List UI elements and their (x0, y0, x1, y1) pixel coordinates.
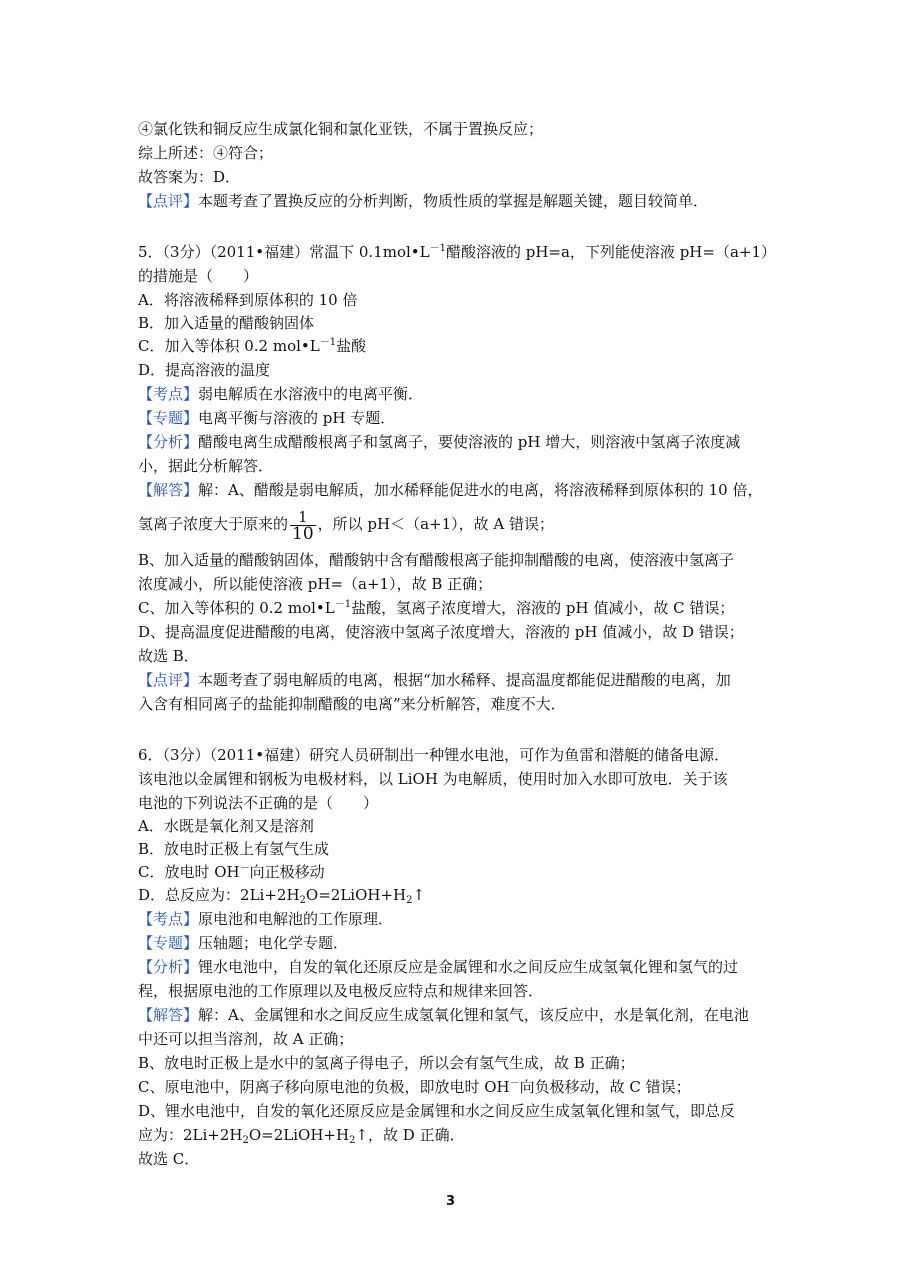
q6-fenxi-2: 程，根据原电池的工作原理以及电极反应特点和规律来回答． (138, 982, 544, 1000)
q6-jieda-7: 故选 C． (138, 1150, 200, 1168)
q5-option-b: B．加入适量的醋酸钠固体 (138, 314, 315, 332)
q5-fenxi-1: 【分析】醋酸电离生成醋酸根离子和氢离子，要使溶液的 pH 增大，则溶液中氢离子浓度减 (138, 433, 741, 451)
q6-option-d: D．总反应为：$2Li+2H_2O=2LiOH+H_2↑$ (138, 886, 426, 906)
q6-kaodian: 【考点】原电池和电解池的工作原理． (138, 910, 394, 928)
intro-line-2: 综上所述：④符合； (138, 144, 274, 162)
q5-option-d: D．提高溶液的温度 (138, 361, 271, 379)
q5-stem-line-1: 5．（3分）（2011•福建）常温下 $0.1mol•L^{-1}$醋酸溶液的 pH=a，下列能使溶液 pH=（a+1） (138, 243, 777, 261)
q5-jieda-1: 【解答】解：A、醋酸是弱电解质，加水稀释能促进水的电离，将溶液稀释到原体积的 10 倍， (138, 481, 763, 499)
page-number: 3 (446, 1194, 456, 1209)
q6-jieda-1: 【解答】解：A、金属锂和水之间反应生成氢氧化锂和氢气，该反应中，水是氧化剂，在电池 (138, 1006, 749, 1024)
fraction: $\frac{1}{10}$ (292, 507, 314, 544)
q5-dianping-2: 入含有相同离子的盐能抑制醋酸的电离”来分析解答，难度不大． (138, 695, 566, 713)
q5-stem-line-2: 的措施是（ ） (138, 267, 259, 285)
q5-jieda-4: 浓度减小，所以能使溶液 pH=（a+1），故 B 正确； (138, 575, 493, 593)
q6-jieda-3: B、放电时正极上是水中的氢离子得电子，所以会有氢气生成，故 B 正确； (138, 1054, 635, 1072)
intro-line-3: 故答案为：D． (138, 168, 241, 186)
q5-jieda-7: 故选 B． (138, 647, 199, 665)
q5-jieda-5: C、加入等体积的 0.2 $mol•L^{-1}$盐酸，氢离子浓度增大，溶液的 pH 值减小，故 C 错误； (138, 599, 735, 617)
q5-jieda-2: 氢离子浓度大于原来的 $\frac{1}{10}$ ，所以 pH＜（a+1），故 A 错误； (138, 507, 555, 544)
review-tag: 【点评】 (138, 192, 199, 210)
q6-jieda-6: 应为：$2Li+2H_2O=2LiOH+H_2↑$，故 D 正确． (138, 1126, 465, 1146)
intro-review: 【点评】本题考查了置换反应的分析判断，物质性质的掌握是解题关键，题目较简单． (138, 192, 709, 210)
intro-line-1: ④氯化铁和铜反应生成氯化铜和氯化亚铁，不属于置换反应； (138, 120, 544, 138)
q5-kaodian: 【考点】弱电解质在水溶液中的电离平衡． (138, 385, 424, 403)
q6-jieda-2: 中还可以担当溶剂，故 A 正确； (138, 1030, 354, 1048)
q5-zhuanti: 【专题】电离平衡与溶液的 pH 专题． (138, 409, 396, 427)
q6-option-b: B．放电时正极上有氢气生成 (138, 840, 330, 858)
q6-fenxi-1: 【分析】锂水电池中，自发的氧化还原反应是金属锂和水之间反应生成氢氧化锂和氢气的过 (138, 958, 739, 976)
q5-option-c: C．加入等体积 0.2 $mol•L^{-1}$盐酸 (138, 337, 367, 355)
q6-option-a: A．水既是氧化剂又是溶剂 (138, 817, 314, 835)
q6-stem-line-3: 电池的下列说法不正确的是（ ） (138, 794, 379, 812)
q5-option-a: A．将溶液稀释到原体积的 10 倍 (138, 291, 358, 309)
q6-jieda-4: C、原电池中，阴离子移向原电池的负极，即放电时 OH－向负极移动，故 C 错误； (138, 1078, 691, 1096)
q5-dianping-1: 【点评】本题考查了弱电解质的电离，根据“加水稀释、提高温度都能促进醋酸的电离，加 (138, 671, 731, 689)
q6-stem-line-2: 该电池以金属锂和钢板为电极材料，以 LiOH 为电解质，使用时加入水即可放电．关于该 (138, 770, 728, 788)
q5-jieda-6: D、提高温度促进醋酸的电离，使溶液中氢离子浓度增大，溶液的 pH 值减小，故 D 错误； (138, 623, 744, 641)
q5-fenxi-2: 小，据此分析解答． (138, 457, 274, 475)
q6-option-c: C．放电时 OH－向正极移动 (138, 863, 325, 881)
q6-jieda-5: D、锂水电池中，自发的氧化还原反应是金属锂和水之间反应生成氢氧化锂和氢气，即总反 (138, 1102, 736, 1120)
q6-zhuanti: 【专题】压轴题；电化学专题． (138, 934, 349, 952)
q6-stem-line-1: 6．（3分）（2011•福建）研究人员研制出一种锂水电池，可作为鱼雷和潜艇的储备电源． (138, 746, 730, 764)
q5-jieda-3: B、加入适量的醋酸钠固体，醋酸钠中含有醋酸根离子能抑制醋酸的电离，使溶液中氢离子 (138, 551, 735, 569)
